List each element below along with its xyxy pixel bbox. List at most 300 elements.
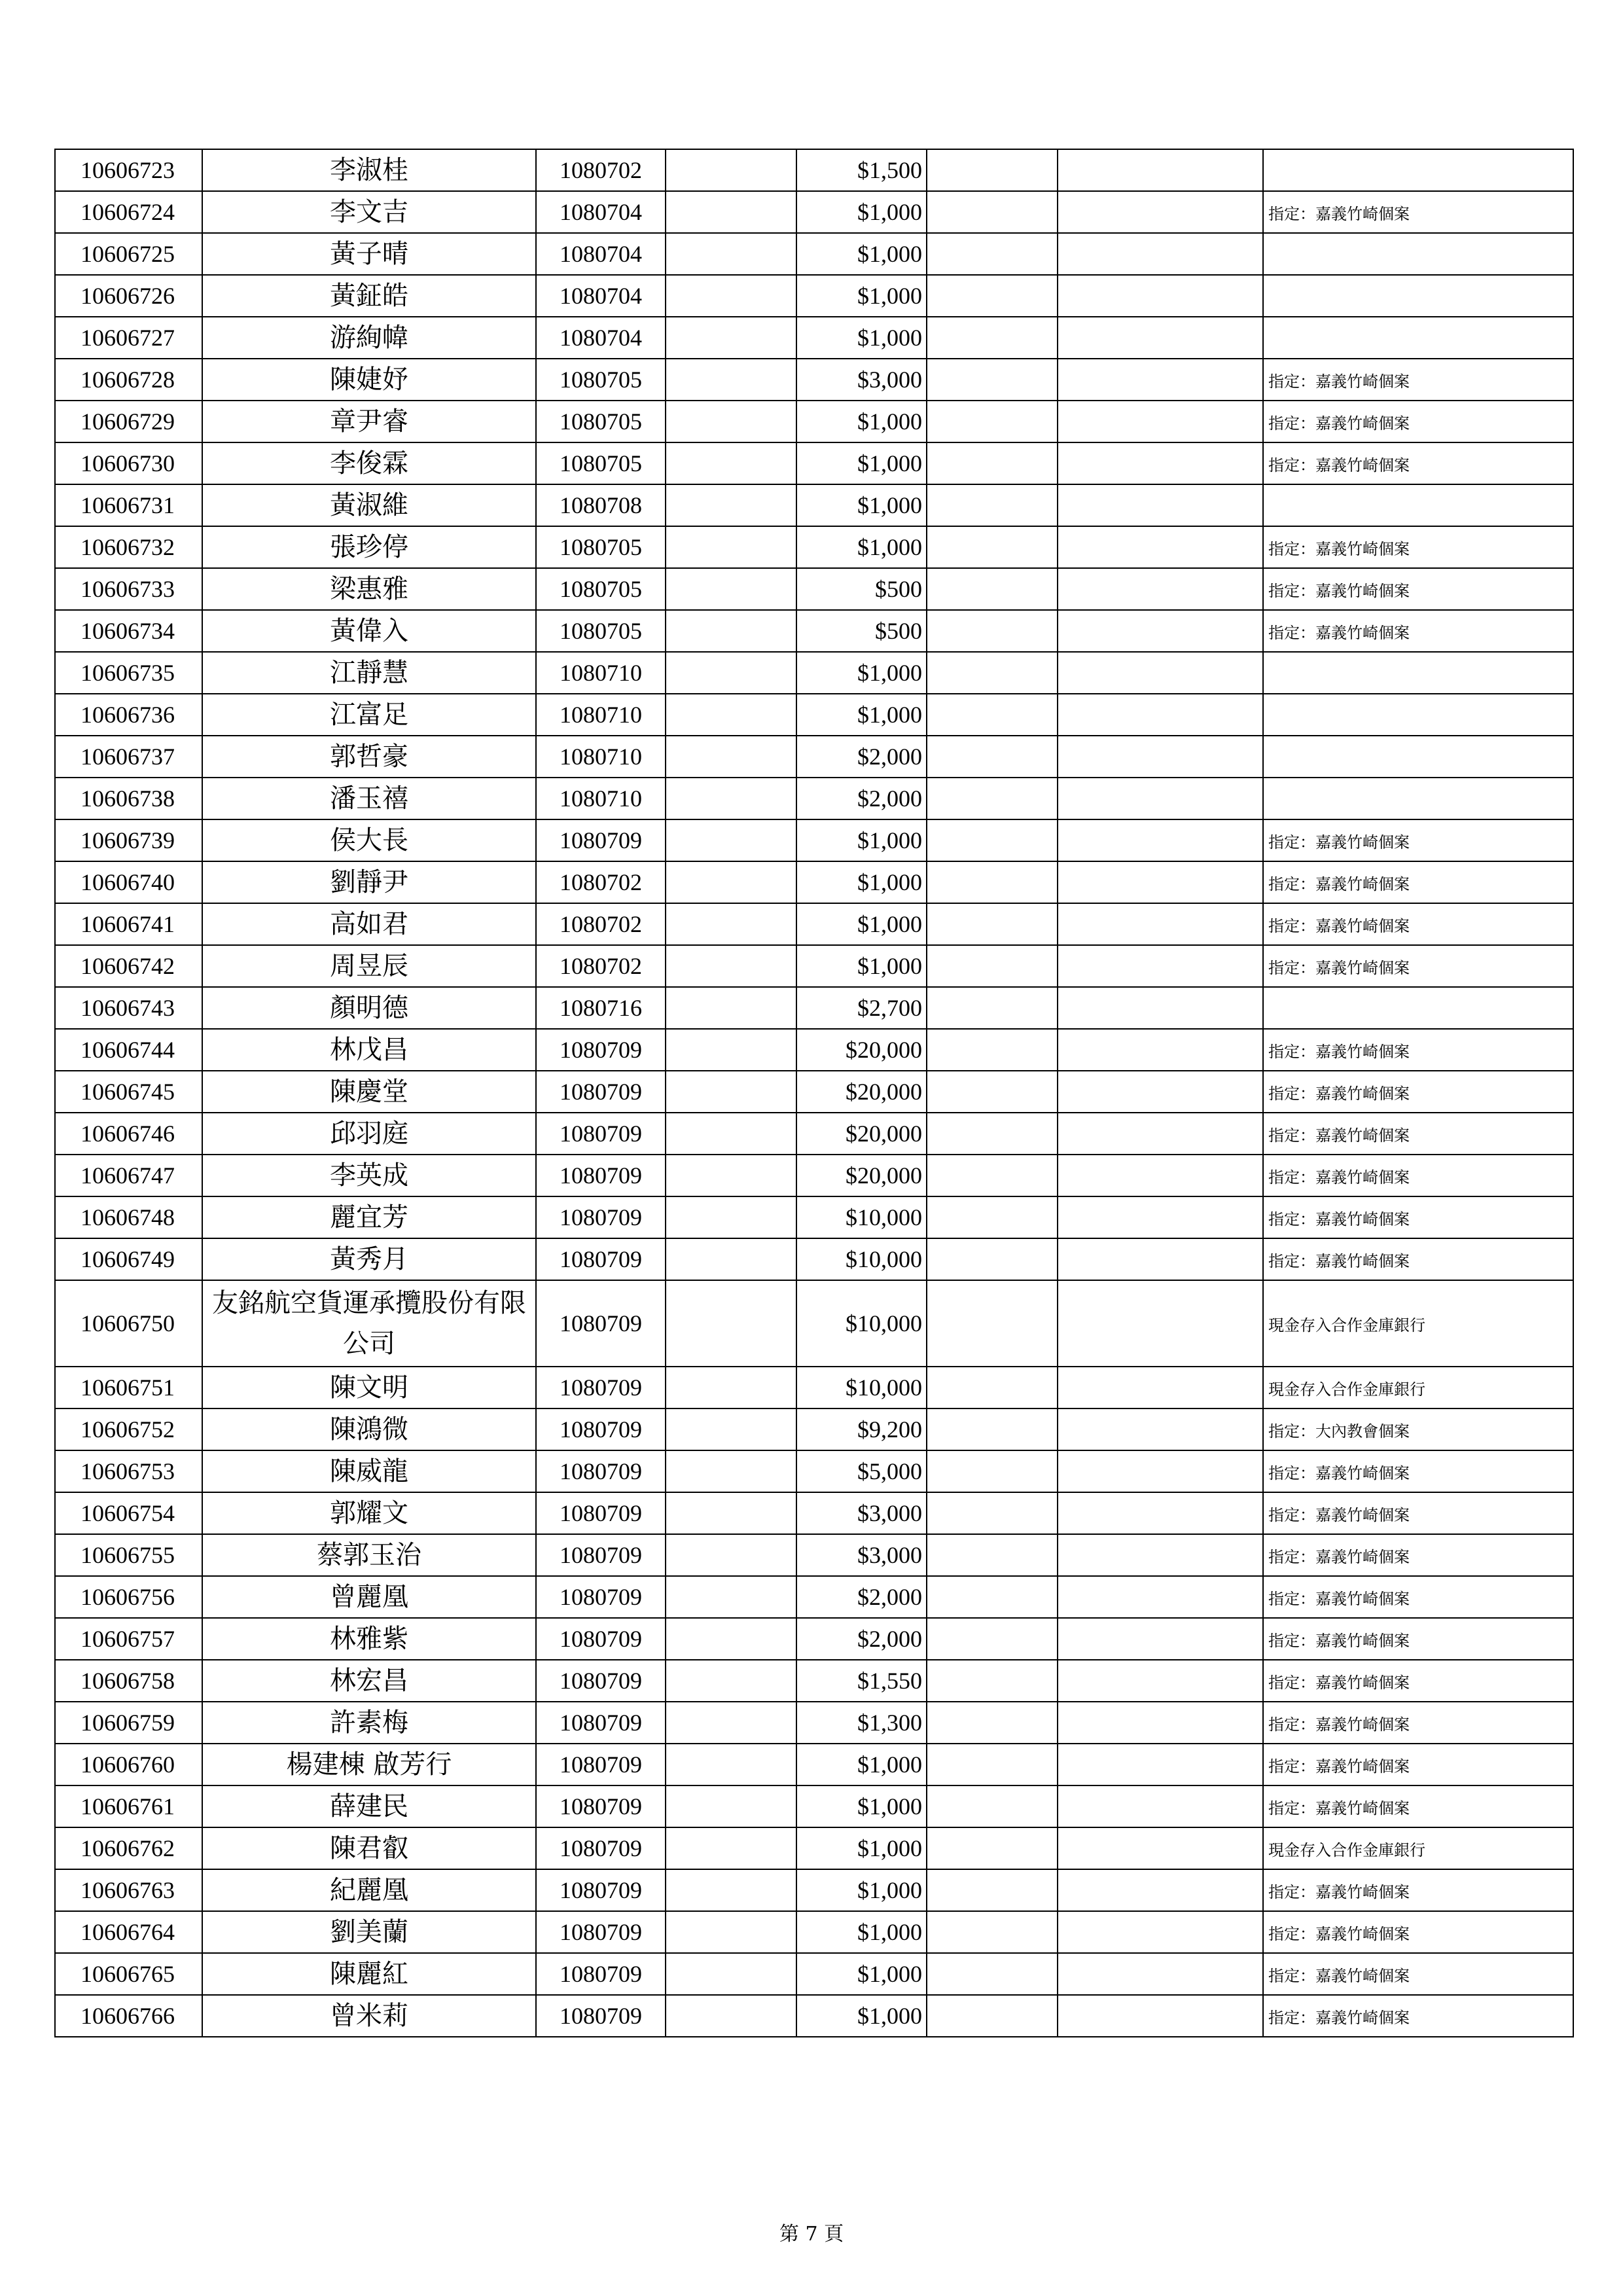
donation-date-cell: 1080705 bbox=[536, 568, 666, 610]
donor-name-cell: 邱羽庭 bbox=[202, 1113, 536, 1155]
empty-cell bbox=[927, 1155, 1058, 1196]
donation-date-cell: 1080705 bbox=[536, 442, 666, 484]
table-row bbox=[55, 1576, 1573, 1618]
note-cell: 指定：嘉義竹崎個案 bbox=[1263, 1953, 1573, 1995]
empty-cell bbox=[1058, 1492, 1263, 1534]
donation-date-cell: 1080705 bbox=[536, 359, 666, 401]
table-row bbox=[55, 484, 1573, 526]
empty-cell bbox=[927, 1071, 1058, 1113]
amount-cell: $1,000 bbox=[796, 1785, 927, 1827]
amount-cell: $3,000 bbox=[796, 359, 927, 401]
empty-cell bbox=[1058, 903, 1263, 945]
empty-cell bbox=[1058, 526, 1263, 568]
note-cell bbox=[1263, 652, 1573, 694]
empty-cell bbox=[927, 1408, 1058, 1450]
note-cell: 指定：嘉義竹崎個案 bbox=[1263, 1450, 1573, 1492]
amount-cell: $1,000 bbox=[796, 1827, 927, 1869]
amount-cell: $1,000 bbox=[796, 903, 927, 945]
donor-id-cell: 10606728 bbox=[55, 359, 202, 401]
empty-cell bbox=[927, 987, 1058, 1029]
note-cell: 現金存入合作金庫銀行 bbox=[1263, 1827, 1573, 1869]
table-row bbox=[55, 610, 1573, 652]
table-row bbox=[55, 1785, 1573, 1827]
table-row bbox=[55, 317, 1573, 359]
donor-id-cell: 10606739 bbox=[55, 819, 202, 861]
amount-cell: $10,000 bbox=[796, 1280, 927, 1367]
table-row bbox=[55, 987, 1573, 1029]
amount-cell: $5,000 bbox=[796, 1450, 927, 1492]
note-cell: 指定：嘉義竹崎個案 bbox=[1263, 568, 1573, 610]
table-row bbox=[55, 401, 1573, 442]
donation-date-cell: 1080709 bbox=[536, 1196, 666, 1238]
donor-id-cell: 10606752 bbox=[55, 1408, 202, 1450]
donor-name-cell: 劉美蘭 bbox=[202, 1911, 536, 1953]
donor-id-cell: 10606743 bbox=[55, 987, 202, 1029]
note-cell: 指定：嘉義竹崎個案 bbox=[1263, 1618, 1573, 1660]
donor-id-cell: 10606736 bbox=[55, 694, 202, 736]
empty-cell bbox=[1058, 568, 1263, 610]
note-cell: 指定：嘉義竹崎個案 bbox=[1263, 1869, 1573, 1911]
empty-cell bbox=[1058, 1744, 1263, 1785]
empty-cell bbox=[927, 694, 1058, 736]
donor-id-cell: 10606732 bbox=[55, 526, 202, 568]
empty-cell bbox=[927, 1450, 1058, 1492]
amount-cell: $1,000 bbox=[796, 1911, 927, 1953]
empty-cell bbox=[1058, 275, 1263, 317]
table-row bbox=[55, 819, 1573, 861]
donor-name-cell: 薛建民 bbox=[202, 1785, 536, 1827]
empty-cell bbox=[1058, 1660, 1263, 1702]
donor-id-cell: 10606747 bbox=[55, 1155, 202, 1196]
empty-cell bbox=[927, 1367, 1058, 1408]
donation-date-cell: 1080709 bbox=[536, 1450, 666, 1492]
note-cell: 指定：嘉義竹崎個案 bbox=[1263, 610, 1573, 652]
empty-cell bbox=[666, 903, 796, 945]
empty-cell bbox=[666, 1113, 796, 1155]
empty-cell bbox=[666, 1534, 796, 1576]
empty-cell bbox=[927, 1534, 1058, 1576]
empty-cell bbox=[1058, 359, 1263, 401]
empty-cell bbox=[666, 610, 796, 652]
donor-id-cell: 10606762 bbox=[55, 1827, 202, 1869]
donor-name-cell: 黃秀月 bbox=[202, 1238, 536, 1280]
empty-cell bbox=[1058, 1113, 1263, 1155]
note-cell: 指定：嘉義竹崎個案 bbox=[1263, 1071, 1573, 1113]
amount-cell: $1,000 bbox=[796, 275, 927, 317]
note-cell: 指定：嘉義竹崎個案 bbox=[1263, 1113, 1573, 1155]
amount-cell: $2,000 bbox=[796, 1576, 927, 1618]
donor-name-cell: 黃淑維 bbox=[202, 484, 536, 526]
donation-date-cell: 1080705 bbox=[536, 610, 666, 652]
amount-cell: $1,000 bbox=[796, 317, 927, 359]
note-cell: 指定：嘉義竹崎個案 bbox=[1263, 1702, 1573, 1744]
donation-date-cell: 1080705 bbox=[536, 401, 666, 442]
donor-id-cell: 10606727 bbox=[55, 317, 202, 359]
amount-cell: $1,000 bbox=[796, 1953, 927, 1995]
donation-date-cell: 1080710 bbox=[536, 652, 666, 694]
empty-cell bbox=[927, 317, 1058, 359]
donation-date-cell: 1080709 bbox=[536, 1869, 666, 1911]
donor-id-cell: 10606745 bbox=[55, 1071, 202, 1113]
note-cell: 指定：嘉義竹崎個案 bbox=[1263, 945, 1573, 987]
donor-id-cell: 10606730 bbox=[55, 442, 202, 484]
donor-id-cell: 10606755 bbox=[55, 1534, 202, 1576]
donor-name-cell: 陳君叡 bbox=[202, 1827, 536, 1869]
empty-cell bbox=[1058, 191, 1263, 233]
amount-cell: $1,000 bbox=[796, 401, 927, 442]
donor-name-cell: 黃子晴 bbox=[202, 233, 536, 275]
table-row bbox=[55, 1660, 1573, 1702]
empty-cell bbox=[1058, 861, 1263, 903]
empty-cell bbox=[666, 1660, 796, 1702]
table-row bbox=[55, 1492, 1573, 1534]
amount-cell: $20,000 bbox=[796, 1113, 927, 1155]
note-cell bbox=[1263, 275, 1573, 317]
empty-cell bbox=[666, 1029, 796, 1071]
empty-cell bbox=[927, 1113, 1058, 1155]
empty-cell bbox=[1058, 1911, 1263, 1953]
donor-name-cell: 李英成 bbox=[202, 1155, 536, 1196]
empty-cell bbox=[927, 1196, 1058, 1238]
note-cell bbox=[1263, 778, 1573, 819]
donation-date-cell: 1080704 bbox=[536, 233, 666, 275]
table-row bbox=[55, 778, 1573, 819]
empty-cell bbox=[666, 1071, 796, 1113]
donation-date-cell: 1080709 bbox=[536, 1702, 666, 1744]
note-cell bbox=[1263, 736, 1573, 778]
empty-cell bbox=[927, 1785, 1058, 1827]
empty-cell bbox=[666, 694, 796, 736]
donor-name-cell: 黃偉入 bbox=[202, 610, 536, 652]
donor-id-cell: 10606761 bbox=[55, 1785, 202, 1827]
donor-name-cell: 陳威龍 bbox=[202, 1450, 536, 1492]
empty-cell bbox=[927, 233, 1058, 275]
empty-cell bbox=[1058, 1534, 1263, 1576]
amount-cell: $1,000 bbox=[796, 1995, 927, 2037]
donor-name-cell: 楊建棟 啟芳行 bbox=[202, 1744, 536, 1785]
note-cell: 指定：嘉義竹崎個案 bbox=[1263, 1492, 1573, 1534]
empty-cell bbox=[666, 317, 796, 359]
donor-name-cell: 李俊霖 bbox=[202, 442, 536, 484]
donation-date-cell: 1080709 bbox=[536, 819, 666, 861]
donor-id-cell: 10606763 bbox=[55, 1869, 202, 1911]
empty-cell bbox=[666, 191, 796, 233]
donor-id-cell: 10606742 bbox=[55, 945, 202, 987]
amount-cell: $1,000 bbox=[796, 191, 927, 233]
note-cell: 指定：嘉義竹崎個案 bbox=[1263, 526, 1573, 568]
amount-cell: $1,000 bbox=[796, 233, 927, 275]
amount-cell: $1,000 bbox=[796, 1869, 927, 1911]
table-row bbox=[55, 1367, 1573, 1408]
donor-name-cell: 陳婕妤 bbox=[202, 359, 536, 401]
empty-cell bbox=[927, 1953, 1058, 1995]
table-row bbox=[55, 233, 1573, 275]
donor-name-cell: 陳慶堂 bbox=[202, 1071, 536, 1113]
empty-cell bbox=[666, 1702, 796, 1744]
donation-date-cell: 1080709 bbox=[536, 1492, 666, 1534]
empty-cell bbox=[927, 778, 1058, 819]
empty-cell bbox=[1058, 1576, 1263, 1618]
note-cell: 指定：嘉義竹崎個案 bbox=[1263, 1155, 1573, 1196]
empty-cell bbox=[927, 1029, 1058, 1071]
table-row bbox=[55, 568, 1573, 610]
empty-cell bbox=[927, 191, 1058, 233]
amount-cell: $20,000 bbox=[796, 1071, 927, 1113]
note-cell: 指定：嘉義竹崎個案 bbox=[1263, 1238, 1573, 1280]
table-row bbox=[55, 1953, 1573, 1995]
donor-name-cell: 曾麗凰 bbox=[202, 1576, 536, 1618]
donation-date-cell: 1080709 bbox=[536, 1534, 666, 1576]
donation-date-cell: 1080705 bbox=[536, 526, 666, 568]
empty-cell bbox=[927, 1576, 1058, 1618]
empty-cell bbox=[666, 442, 796, 484]
empty-cell bbox=[666, 1196, 796, 1238]
empty-cell bbox=[1058, 694, 1263, 736]
empty-cell bbox=[666, 1744, 796, 1785]
empty-cell bbox=[666, 945, 796, 987]
donor-name-cell: 周昱辰 bbox=[202, 945, 536, 987]
amount-cell: $10,000 bbox=[796, 1238, 927, 1280]
empty-cell bbox=[666, 1367, 796, 1408]
note-cell: 指定：嘉義竹崎個案 bbox=[1263, 1196, 1573, 1238]
empty-cell bbox=[927, 359, 1058, 401]
table-row bbox=[55, 1113, 1573, 1155]
donor-id-cell: 10606744 bbox=[55, 1029, 202, 1071]
amount-cell: $9,200 bbox=[796, 1408, 927, 1450]
donation-date-cell: 1080709 bbox=[536, 1660, 666, 1702]
donor-name-cell: 游絢幃 bbox=[202, 317, 536, 359]
donation-date-cell: 1080709 bbox=[536, 1280, 666, 1367]
note-cell: 指定：嘉義竹崎個案 bbox=[1263, 1785, 1573, 1827]
donation-date-cell: 1080709 bbox=[536, 1071, 666, 1113]
donor-name-cell: 許素梅 bbox=[202, 1702, 536, 1744]
note-cell: 指定：嘉義竹崎個案 bbox=[1263, 819, 1573, 861]
empty-cell bbox=[927, 275, 1058, 317]
donor-name-cell: 顏明德 bbox=[202, 987, 536, 1029]
empty-cell bbox=[666, 568, 796, 610]
empty-cell bbox=[666, 401, 796, 442]
donation-date-cell: 1080702 bbox=[536, 903, 666, 945]
donor-name-cell: 江靜慧 bbox=[202, 652, 536, 694]
empty-cell bbox=[927, 736, 1058, 778]
donor-name-cell: 陳鴻微 bbox=[202, 1408, 536, 1450]
table-row bbox=[55, 1029, 1573, 1071]
empty-cell bbox=[1058, 1450, 1263, 1492]
donor-id-cell: 10606757 bbox=[55, 1618, 202, 1660]
note-cell: 現金存入合作金庫銀行 bbox=[1263, 1280, 1573, 1367]
empty-cell bbox=[1058, 401, 1263, 442]
empty-cell bbox=[1058, 1071, 1263, 1113]
table-body bbox=[55, 149, 1573, 2037]
amount-cell: $1,000 bbox=[796, 652, 927, 694]
note-cell: 指定：嘉義竹崎個案 bbox=[1263, 1576, 1573, 1618]
table-row bbox=[55, 694, 1573, 736]
empty-cell bbox=[1058, 1029, 1263, 1071]
empty-cell bbox=[927, 568, 1058, 610]
table-row bbox=[55, 1450, 1573, 1492]
empty-cell bbox=[666, 1408, 796, 1450]
empty-cell bbox=[666, 1576, 796, 1618]
donation-date-cell: 1080709 bbox=[536, 1911, 666, 1953]
donor-id-cell: 10606754 bbox=[55, 1492, 202, 1534]
empty-cell bbox=[1058, 1238, 1263, 1280]
donor-id-cell: 10606725 bbox=[55, 233, 202, 275]
donor-id-cell: 10606758 bbox=[55, 1660, 202, 1702]
empty-cell bbox=[1058, 1702, 1263, 1744]
donation-date-cell: 1080710 bbox=[536, 736, 666, 778]
empty-cell bbox=[666, 861, 796, 903]
table-row bbox=[55, 1702, 1573, 1744]
donor-id-cell: 10606766 bbox=[55, 1995, 202, 2037]
note-cell: 指定：大內教會個案 bbox=[1263, 1408, 1573, 1450]
empty-cell bbox=[927, 442, 1058, 484]
donation-date-cell: 1080709 bbox=[536, 1155, 666, 1196]
empty-cell bbox=[1058, 233, 1263, 275]
table-row bbox=[55, 736, 1573, 778]
donor-id-cell: 10606765 bbox=[55, 1953, 202, 1995]
empty-cell bbox=[927, 1238, 1058, 1280]
empty-cell bbox=[666, 1911, 796, 1953]
empty-cell bbox=[666, 484, 796, 526]
donor-id-cell: 10606734 bbox=[55, 610, 202, 652]
amount-cell: $3,000 bbox=[796, 1492, 927, 1534]
donor-name-cell: 紀麗凰 bbox=[202, 1869, 536, 1911]
note-cell: 指定：嘉義竹崎個案 bbox=[1263, 1911, 1573, 1953]
amount-cell: $2,000 bbox=[796, 736, 927, 778]
empty-cell bbox=[927, 610, 1058, 652]
donor-name-cell: 友銘航空貨運承攬股份有限公司 bbox=[202, 1280, 536, 1367]
empty-cell bbox=[927, 1280, 1058, 1367]
amount-cell: $3,000 bbox=[796, 1534, 927, 1576]
donor-id-cell: 10606735 bbox=[55, 652, 202, 694]
donor-name-cell: 劉靜尹 bbox=[202, 861, 536, 903]
amount-cell: $1,000 bbox=[796, 861, 927, 903]
empty-cell bbox=[927, 1827, 1058, 1869]
empty-cell bbox=[1058, 1869, 1263, 1911]
donor-name-cell: 侯大長 bbox=[202, 819, 536, 861]
donation-date-cell: 1080709 bbox=[536, 1953, 666, 1995]
empty-cell bbox=[1058, 1953, 1263, 1995]
empty-cell bbox=[666, 1785, 796, 1827]
empty-cell bbox=[927, 149, 1058, 191]
amount-cell: $1,000 bbox=[796, 526, 927, 568]
empty-cell bbox=[666, 1869, 796, 1911]
donor-name-cell: 張珍停 bbox=[202, 526, 536, 568]
donation-date-cell: 1080709 bbox=[536, 1618, 666, 1660]
note-cell: 指定：嘉義竹崎個案 bbox=[1263, 861, 1573, 903]
note-cell: 指定：嘉義竹崎個案 bbox=[1263, 1534, 1573, 1576]
donation-date-cell: 1080709 bbox=[536, 1827, 666, 1869]
donor-name-cell: 郭哲豪 bbox=[202, 736, 536, 778]
donation-date-cell: 1080709 bbox=[536, 1744, 666, 1785]
note-cell bbox=[1263, 987, 1573, 1029]
table-row bbox=[55, 359, 1573, 401]
donor-id-cell: 10606764 bbox=[55, 1911, 202, 1953]
donor-id-cell: 10606729 bbox=[55, 401, 202, 442]
donor-id-cell: 10606751 bbox=[55, 1367, 202, 1408]
donor-name-cell: 章尹睿 bbox=[202, 401, 536, 442]
empty-cell bbox=[666, 1155, 796, 1196]
empty-cell bbox=[1058, 484, 1263, 526]
donor-name-cell: 曾米莉 bbox=[202, 1995, 536, 2037]
empty-cell bbox=[927, 1618, 1058, 1660]
donation-date-cell: 1080704 bbox=[536, 317, 666, 359]
amount-cell: $2,000 bbox=[796, 778, 927, 819]
table-row bbox=[55, 903, 1573, 945]
empty-cell bbox=[927, 401, 1058, 442]
donor-id-cell: 10606737 bbox=[55, 736, 202, 778]
donor-name-cell: 林雅紫 bbox=[202, 1618, 536, 1660]
empty-cell bbox=[666, 987, 796, 1029]
empty-cell bbox=[1058, 1995, 1263, 2037]
amount-cell: $1,000 bbox=[796, 945, 927, 987]
empty-cell bbox=[1058, 610, 1263, 652]
note-cell: 指定：嘉義竹崎個案 bbox=[1263, 191, 1573, 233]
empty-cell bbox=[666, 526, 796, 568]
note-cell: 指定：嘉義竹崎個案 bbox=[1263, 903, 1573, 945]
empty-cell bbox=[1058, 819, 1263, 861]
empty-cell bbox=[666, 819, 796, 861]
note-cell: 指定：嘉義竹崎個案 bbox=[1263, 359, 1573, 401]
amount-cell: $10,000 bbox=[796, 1367, 927, 1408]
amount-cell: $1,000 bbox=[796, 442, 927, 484]
empty-cell bbox=[1058, 945, 1263, 987]
table-row bbox=[55, 1408, 1573, 1450]
amount-cell: $10,000 bbox=[796, 1196, 927, 1238]
note-cell: 現金存入合作金庫銀行 bbox=[1263, 1367, 1573, 1408]
table-row bbox=[55, 945, 1573, 987]
table-row bbox=[55, 652, 1573, 694]
empty-cell bbox=[1058, 652, 1263, 694]
donor-name-cell: 陳文明 bbox=[202, 1367, 536, 1408]
empty-cell bbox=[927, 1995, 1058, 2037]
donor-id-cell: 10606750 bbox=[55, 1280, 202, 1367]
empty-cell bbox=[927, 484, 1058, 526]
donation-date-cell: 1080709 bbox=[536, 1995, 666, 2037]
table-row bbox=[55, 1071, 1573, 1113]
table-row bbox=[55, 1869, 1573, 1911]
empty-cell bbox=[927, 1744, 1058, 1785]
donor-name-cell: 高如君 bbox=[202, 903, 536, 945]
empty-cell bbox=[666, 233, 796, 275]
empty-cell bbox=[666, 1280, 796, 1367]
donor-id-cell: 10606731 bbox=[55, 484, 202, 526]
donation-date-cell: 1080704 bbox=[536, 191, 666, 233]
empty-cell bbox=[927, 1660, 1058, 1702]
note-cell: 指定：嘉義竹崎個案 bbox=[1263, 1995, 1573, 2037]
table-row bbox=[55, 1155, 1573, 1196]
donor-id-cell: 10606753 bbox=[55, 1450, 202, 1492]
empty-cell bbox=[927, 903, 1058, 945]
empty-cell bbox=[666, 1238, 796, 1280]
table-row bbox=[55, 861, 1573, 903]
amount-cell: $20,000 bbox=[796, 1155, 927, 1196]
donor-id-cell: 10606749 bbox=[55, 1238, 202, 1280]
empty-cell bbox=[666, 1953, 796, 1995]
note-cell: 指定：嘉義竹崎個案 bbox=[1263, 1744, 1573, 1785]
table-row bbox=[55, 1744, 1573, 1785]
donation-date-cell: 1080710 bbox=[536, 694, 666, 736]
empty-cell bbox=[666, 736, 796, 778]
donation-date-cell: 1080702 bbox=[536, 861, 666, 903]
note-cell: 指定：嘉義竹崎個案 bbox=[1263, 401, 1573, 442]
donor-id-cell: 10606740 bbox=[55, 861, 202, 903]
empty-cell bbox=[666, 1995, 796, 2037]
donation-date-cell: 1080709 bbox=[536, 1029, 666, 1071]
empty-cell bbox=[927, 945, 1058, 987]
table-row bbox=[55, 1238, 1573, 1280]
empty-cell bbox=[927, 1492, 1058, 1534]
